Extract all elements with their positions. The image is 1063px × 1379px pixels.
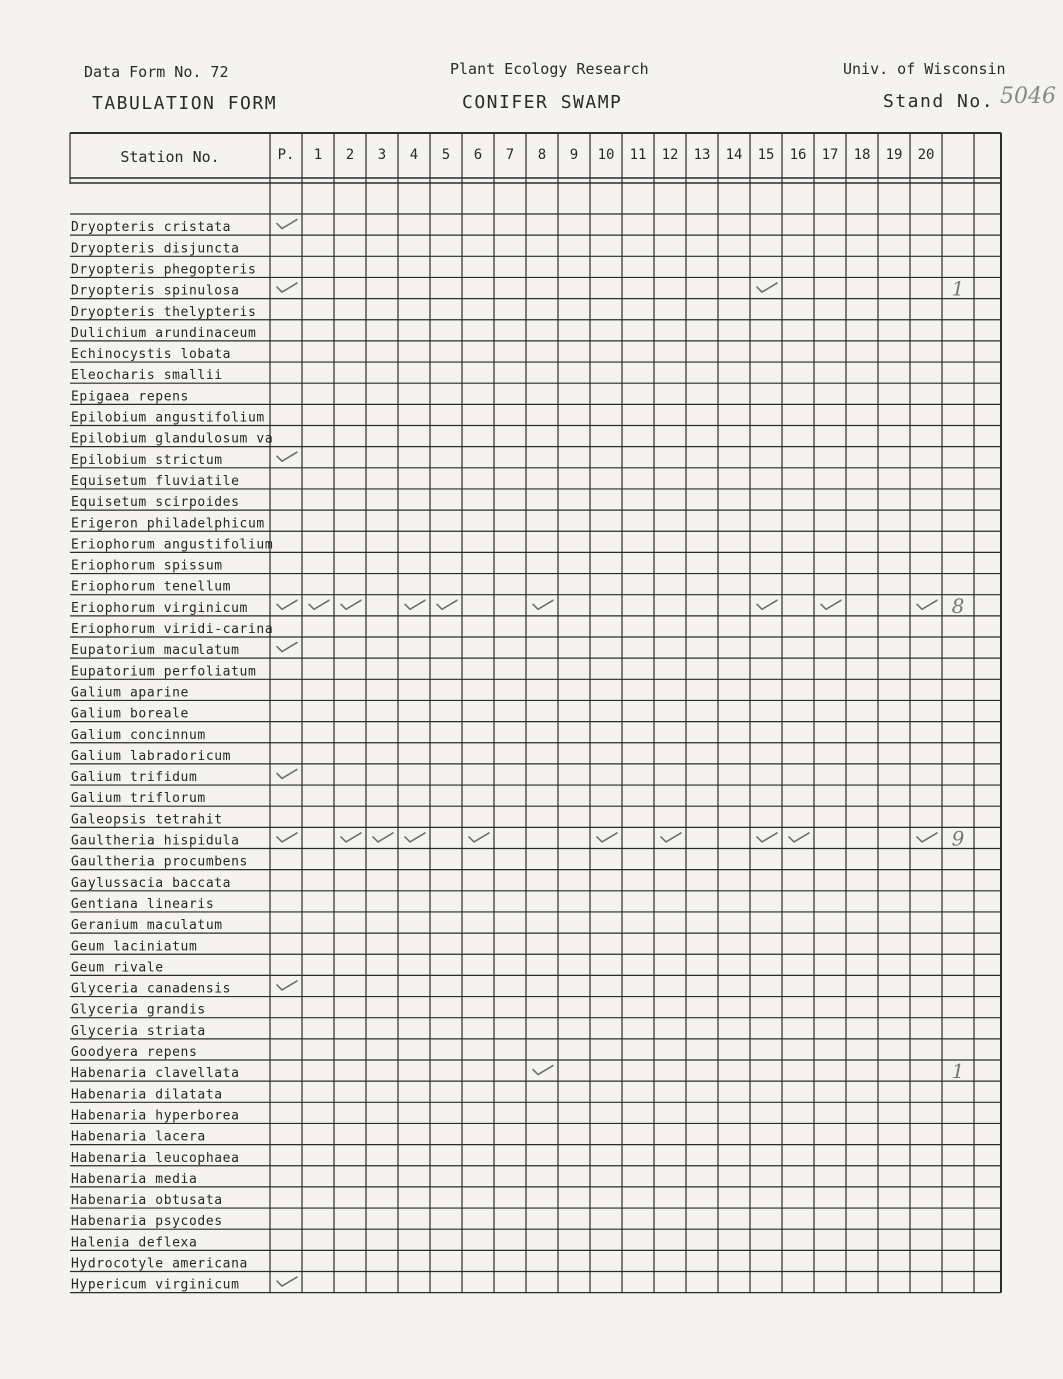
species-name: Galium aparine bbox=[71, 685, 189, 701]
species-name: Eupatorium perfoliatum bbox=[71, 664, 257, 680]
species-name: Dryopteris thelypteris bbox=[71, 304, 257, 320]
checkmark bbox=[757, 283, 777, 292]
species-name: Eriophorum angustifolium bbox=[71, 537, 274, 553]
program-name: Plant Ecology Research bbox=[450, 60, 649, 78]
form-title: TABULATION FORM bbox=[92, 93, 278, 114]
institution-name: Univ. of Wisconsin bbox=[843, 60, 1006, 78]
stand-label: Stand No. bbox=[883, 91, 995, 112]
species-name: Glyceria striata bbox=[71, 1023, 206, 1039]
species-name: Dryopteris cristata bbox=[71, 220, 232, 236]
species-name: Habenaria psycodes bbox=[71, 1214, 223, 1230]
checkmark bbox=[533, 600, 553, 609]
column-header: 14 bbox=[725, 147, 743, 163]
species-name: Gentiana linearis bbox=[71, 896, 215, 912]
row-total: 9 bbox=[951, 826, 965, 851]
column-header: 16 bbox=[789, 147, 807, 163]
row-total: 8 bbox=[951, 593, 965, 618]
species-name: Galium concinnum bbox=[71, 727, 206, 743]
species-name: Epilobium angustifolium bbox=[71, 410, 265, 426]
checkmark bbox=[277, 452, 297, 461]
checkmark bbox=[821, 600, 841, 609]
species-name: Hypericum virginicum bbox=[71, 1277, 240, 1293]
form-number: Data Form No. 72 bbox=[84, 63, 229, 81]
species-name: Glyceria canadensis bbox=[71, 981, 232, 997]
column-header: 10 bbox=[597, 147, 615, 163]
column-header: 2 bbox=[345, 147, 355, 163]
column-header: 9 bbox=[569, 147, 579, 163]
column-header: 15 bbox=[757, 147, 775, 163]
species-name: Galium triflorum bbox=[71, 791, 206, 807]
column-header: 17 bbox=[821, 147, 839, 163]
species-name: Galium trifidum bbox=[71, 770, 198, 786]
checkmark bbox=[277, 981, 297, 990]
species-name: Glyceria grandis bbox=[71, 1002, 206, 1018]
species-name: Epilobium strictum bbox=[71, 452, 223, 468]
species-name: Galium boreale bbox=[71, 706, 189, 722]
species-name: Galeopsis tetrahit bbox=[71, 812, 223, 828]
checkmark bbox=[277, 769, 297, 778]
column-header: 3 bbox=[377, 147, 387, 163]
species-name: Gaultheria hispidula bbox=[71, 833, 240, 849]
column-header: 13 bbox=[693, 147, 711, 163]
checkmark bbox=[533, 1066, 553, 1075]
species-name: Habenaria lacera bbox=[71, 1129, 206, 1145]
checkmark bbox=[341, 833, 361, 842]
species-name: Halenia deflexa bbox=[71, 1235, 198, 1251]
row-total: 1 bbox=[951, 276, 965, 301]
species-name: Geum laciniatum bbox=[71, 939, 198, 955]
checkmark bbox=[373, 833, 393, 842]
checkmark bbox=[341, 600, 361, 609]
species-name: Dryopteris disjuncta bbox=[71, 241, 240, 257]
species-name: Eleocharis smallii bbox=[71, 368, 223, 384]
column-header: 6 bbox=[473, 147, 483, 163]
checkmark bbox=[789, 833, 809, 842]
species-name: Gaylussacia baccata bbox=[71, 875, 232, 891]
species-name: Habenaria obtusata bbox=[71, 1193, 223, 1209]
checkmark bbox=[757, 833, 777, 842]
station-header: Station No. bbox=[120, 148, 220, 166]
checkmark bbox=[277, 643, 297, 652]
species-name: Dryopteris spinulosa bbox=[71, 283, 240, 299]
species-name: Goodyera repens bbox=[71, 1045, 198, 1060]
species-name: Habenaria dilatata bbox=[71, 1087, 223, 1103]
checkmark bbox=[277, 600, 297, 609]
species-name: Erigeron philadelphicum bbox=[71, 516, 265, 532]
checkmark bbox=[309, 600, 329, 609]
species-name: Habenaria media bbox=[71, 1171, 198, 1187]
column-header: 1 bbox=[313, 147, 323, 163]
species-name: Geum rivale bbox=[71, 960, 164, 976]
species-name: Galium labradoricum bbox=[71, 748, 232, 764]
column-header: 4 bbox=[409, 147, 419, 163]
column-header: 8 bbox=[537, 147, 547, 163]
checkmark bbox=[661, 833, 681, 842]
column-header: 7 bbox=[505, 147, 515, 163]
checkmark bbox=[405, 600, 425, 609]
species-name: Eriophorum spissum bbox=[71, 558, 223, 574]
species-name: Equisetum scirpoides bbox=[71, 495, 240, 511]
species-name: Gaultheria procumbens bbox=[71, 854, 248, 870]
community-title: CONIFER SWAMP bbox=[462, 92, 623, 113]
species-name: Dryopteris phegopteris bbox=[71, 262, 257, 278]
checkmark bbox=[917, 833, 937, 842]
species-name: Epigaea repens bbox=[71, 389, 189, 405]
column-header: 19 bbox=[885, 147, 903, 163]
species-name: Eriophorum tenellum bbox=[71, 579, 232, 595]
checkmark bbox=[757, 600, 777, 609]
checkmark bbox=[277, 1277, 297, 1286]
species-name: Habenaria hyperborea bbox=[71, 1108, 240, 1124]
checkmark bbox=[277, 220, 297, 229]
checkmark bbox=[917, 600, 937, 609]
species-name: Equisetum fluviatile bbox=[71, 473, 240, 489]
column-header: 20 bbox=[917, 147, 935, 163]
species-name: Geranium maculatum bbox=[71, 918, 223, 934]
species-name: Dulichium arundinaceum bbox=[71, 325, 257, 341]
species-name: Eriophorum viridi-carina bbox=[71, 622, 274, 637]
species-name: Habenaria clavellata bbox=[71, 1066, 240, 1082]
species-name: Eupatorium maculatum bbox=[71, 643, 240, 659]
checkmark bbox=[277, 283, 297, 292]
column-header: 12 bbox=[661, 147, 679, 163]
checkmark bbox=[469, 833, 489, 842]
row-total: 1 bbox=[951, 1059, 965, 1084]
species-name: Habenaria leucophaea bbox=[71, 1150, 240, 1166]
column-header: 11 bbox=[629, 147, 647, 163]
stand-number: 5046 bbox=[1000, 84, 1056, 109]
column-header: 5 bbox=[441, 147, 451, 163]
column-header: P. bbox=[277, 147, 295, 163]
checkmark bbox=[405, 833, 425, 842]
species-name: Epilobium glandulosum va bbox=[71, 431, 274, 447]
checkmark bbox=[597, 833, 617, 842]
checkmark bbox=[277, 833, 297, 842]
column-header: 18 bbox=[853, 147, 871, 163]
species-name: Eriophorum virginicum bbox=[71, 600, 248, 616]
checkmark bbox=[437, 600, 457, 609]
species-name: Echinocystis lobata bbox=[71, 347, 232, 363]
species-name: Hydrocotyle americana bbox=[71, 1256, 248, 1272]
